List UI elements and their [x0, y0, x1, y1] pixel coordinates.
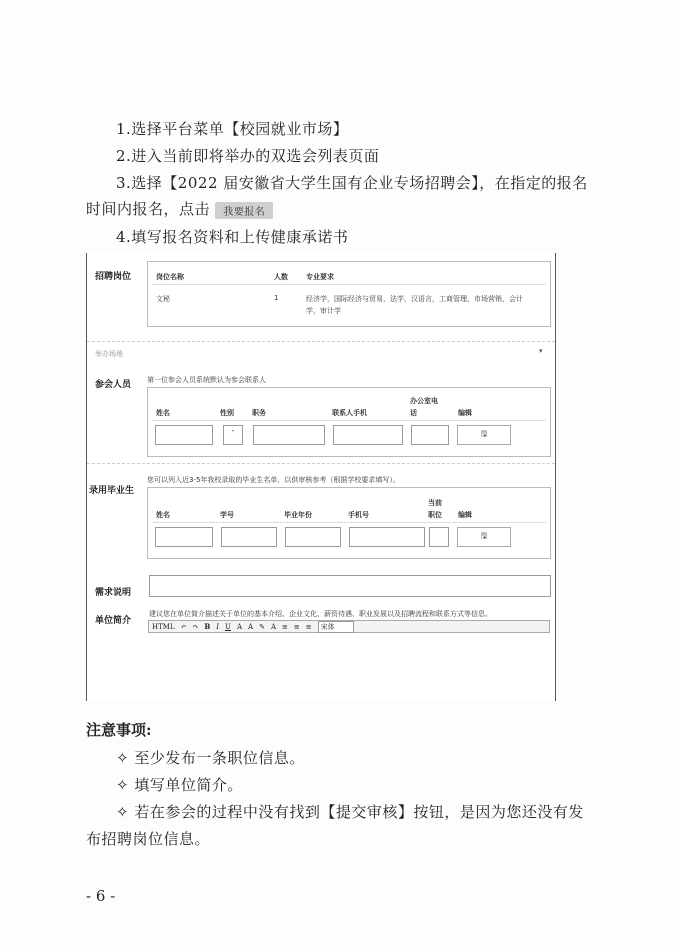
recruit-header-name: 岗位名称 [156, 273, 184, 281]
participant-save-icon[interactable]: 🖫 [457, 425, 511, 445]
recruit-header-majors: 专业要求 [306, 273, 334, 281]
graduate-id-input[interactable] [221, 527, 277, 547]
step-4: 4.填写报名资料和上传健康承诺书 [116, 228, 349, 246]
signup-button[interactable]: 我要报名 [215, 202, 273, 219]
recruit-row-name: 文秘 [156, 295, 170, 303]
participants-label: 参会人员 [95, 380, 132, 390]
participants-header-title: 职务 [252, 409, 266, 417]
participant-mobile-input[interactable] [333, 425, 403, 445]
toolbar-font-select[interactable]: 宋体 [318, 621, 354, 633]
graduate-position-input[interactable] [429, 527, 449, 547]
note-3-cont: 布招聘岗位信息。 [86, 830, 211, 848]
toolbar-fontsize-button[interactable]: A [270, 622, 276, 631]
graduates-header-year: 毕业年份 [284, 511, 312, 519]
recruit-header-count: 人数 [274, 273, 288, 281]
toolbar-underline-button[interactable]: U [225, 622, 231, 631]
graduates-header-mobile: 手机号 [348, 511, 369, 519]
toolbar-bold-button[interactable]: B [204, 622, 211, 631]
requirement-label: 需求说明 [95, 588, 132, 598]
graduate-year-input[interactable] [285, 527, 341, 547]
toolbar-list-button[interactable]: ≡ [282, 622, 288, 631]
participants-header-name: 姓名 [156, 409, 170, 417]
note-3: ✧ 若在参会的过程中没有找到【提交审核】按钮，是因为您还没有发 [116, 803, 584, 821]
venue-dropdown-arrow[interactable]: ▾ [539, 347, 543, 355]
recruit-row-majors-2: 学，审计学 [306, 307, 341, 315]
intro-label: 单位简介 [95, 616, 132, 626]
editor-toolbar [148, 620, 550, 633]
venue-label: 举办场地 [95, 350, 123, 358]
intro-hint: 建议您在单位简介描述关于单位的基本介绍、企业文化、薪资待遇、职业发展以及招聘流程和联系方式等信息。 [149, 610, 492, 618]
participants-header-office-2: 话 [410, 409, 417, 417]
step-2: 2.进入当前即将举办的双选会列表页面 [116, 147, 380, 165]
recruit-table [147, 261, 551, 327]
note-2: ✧ 填写单位简介。 [116, 776, 243, 794]
recruit-label: 招聘岗位 [95, 272, 132, 282]
graduates-header-pos-2: 职位 [428, 511, 442, 519]
graduates-header-pos-1: 当前 [428, 499, 442, 507]
graduate-save-icon[interactable]: 🖫 [457, 527, 511, 547]
toolbar-html-button[interactable]: HTML [152, 622, 175, 631]
step-1: 1.选择平台菜单【校园就业市场】 [116, 120, 349, 138]
recruit-row-count: 1 [274, 294, 279, 302]
graduates-note: 您可以列入近3-5年我校录取的毕业生名单，以供审核参考（根据学校要求填写）。 [147, 476, 400, 484]
participants-header-mobile: 联系人手机 [332, 409, 367, 417]
graduates-header-edit: 编辑 [458, 511, 472, 519]
participant-phone-input[interactable] [411, 425, 449, 445]
graduates-label: 录用毕业生 [89, 486, 135, 496]
step-3-cont [86, 198, 273, 219]
notes-title: 注意事项: [86, 721, 152, 739]
toolbar-fontcolor-button[interactable]: A [236, 622, 242, 631]
graduates-header-name: 姓名 [156, 511, 170, 519]
requirement-input[interactable] [149, 575, 551, 597]
participants-header-gender: 性别 [220, 409, 234, 417]
toolbar-align-button[interactable]: ≡ [305, 622, 312, 631]
participant-title-input[interactable] [253, 425, 325, 445]
toolbar-bgcolor-button[interactable]: A [248, 622, 254, 631]
participants-note: 第一位参会人员系统默认为参会联系人 [147, 376, 266, 384]
participants-header-edit: 编辑 [458, 409, 472, 417]
toolbar-italic-button[interactable]: I [216, 622, 220, 631]
participants-table [147, 387, 551, 457]
step-3: 3.选择【2022 届安徽省大学生国有企业专场招聘会】，在指定的报名 [116, 174, 588, 192]
graduates-table [147, 487, 551, 559]
toolbar-ordered-list-button[interactable]: ≡ [293, 622, 300, 631]
participant-name-input[interactable] [155, 425, 213, 445]
participants-header-office-1: 办公室电 [410, 397, 438, 405]
toolbar-pen-icon[interactable]: ✎ [259, 622, 265, 631]
participant-gender-select[interactable]: - [223, 425, 243, 445]
graduates-header-id: 学号 [220, 511, 234, 519]
toolbar-redo-button[interactable]: ↷ [192, 622, 199, 631]
recruit-row-majors-1: 经济学，国际经济与贸易，法学，汉语言，工商管理，市场营销，会计 [306, 295, 523, 303]
note-1: ✧ 至少发布一条职位信息。 [116, 749, 305, 767]
graduate-mobile-input[interactable] [349, 527, 425, 547]
toolbar-undo-button[interactable]: ↶ [180, 622, 187, 631]
step-3-cont-text: 时间内报名，点击 [86, 200, 211, 218]
page-number: - 6 - [86, 887, 116, 905]
graduate-name-input[interactable] [155, 527, 213, 547]
form-screenshot [86, 253, 556, 701]
